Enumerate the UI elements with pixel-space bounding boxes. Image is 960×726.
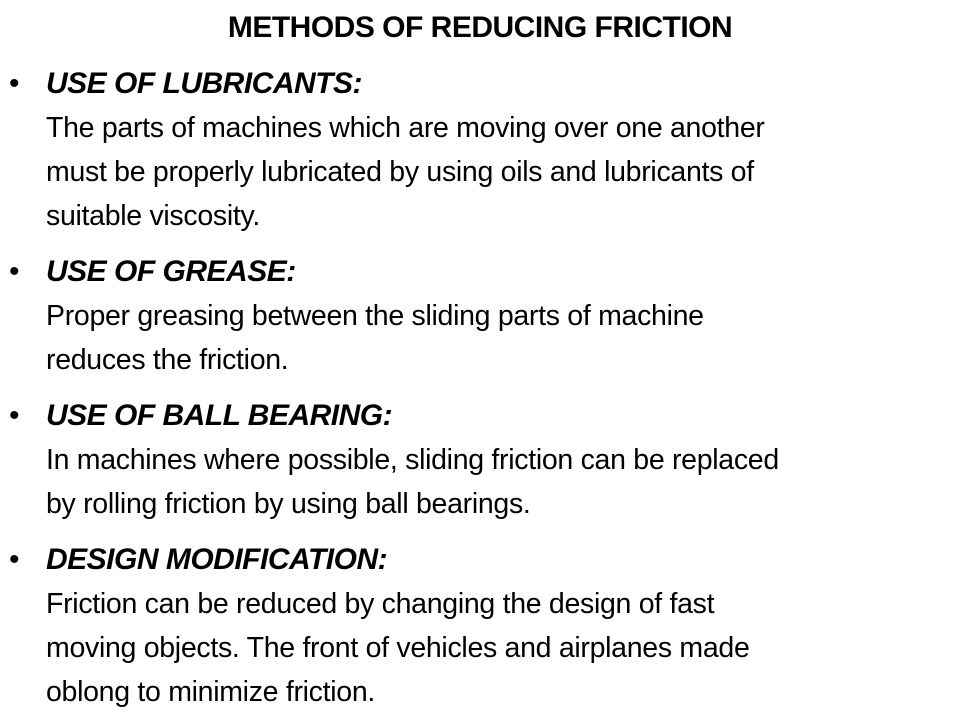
item-heading: USE OF GREASE:	[46, 255, 296, 288]
bullet-list	[0, 62, 960, 726]
item-heading: DESIGN MODIFICATION:	[46, 543, 388, 576]
item-body-line: moving objects. The front of vehicles and airplanes made	[46, 632, 750, 664]
list-item-ball-bearing	[0, 394, 960, 526]
item-body-line: reduces the friction.	[46, 344, 289, 376]
list-item-design-modification	[0, 538, 960, 714]
slide-title: METHODS OF REDUCING FRICTION	[227, 11, 733, 44]
item-body-line: Friction can be reduced by changing the design of fast	[46, 588, 715, 620]
item-body-line: oblong to minimize friction.	[46, 676, 375, 708]
item-heading: USE OF BALL BEARING:	[46, 399, 393, 432]
item-heading: USE OF LUBRICANTS:	[46, 67, 362, 100]
bullet-icon: •	[9, 67, 20, 100]
list-item-grease	[0, 250, 960, 382]
bullet-icon: •	[9, 543, 20, 576]
bullet-icon: •	[9, 255, 20, 288]
item-body-line: by rolling friction by using ball bearings.	[46, 488, 531, 520]
item-body-line: In machines where possible, sliding friction can be replaced	[46, 444, 779, 476]
item-body-line: must be properly lubricated by using oils and lubricants of	[46, 156, 754, 188]
item-body-line: The parts of machines which are moving over one another	[46, 112, 765, 144]
list-item-lubricants	[0, 62, 960, 238]
bullet-icon: •	[9, 399, 20, 432]
item-body-line: Proper greasing between the sliding parts of machine	[46, 300, 704, 332]
item-body-line: suitable viscosity.	[46, 200, 260, 232]
